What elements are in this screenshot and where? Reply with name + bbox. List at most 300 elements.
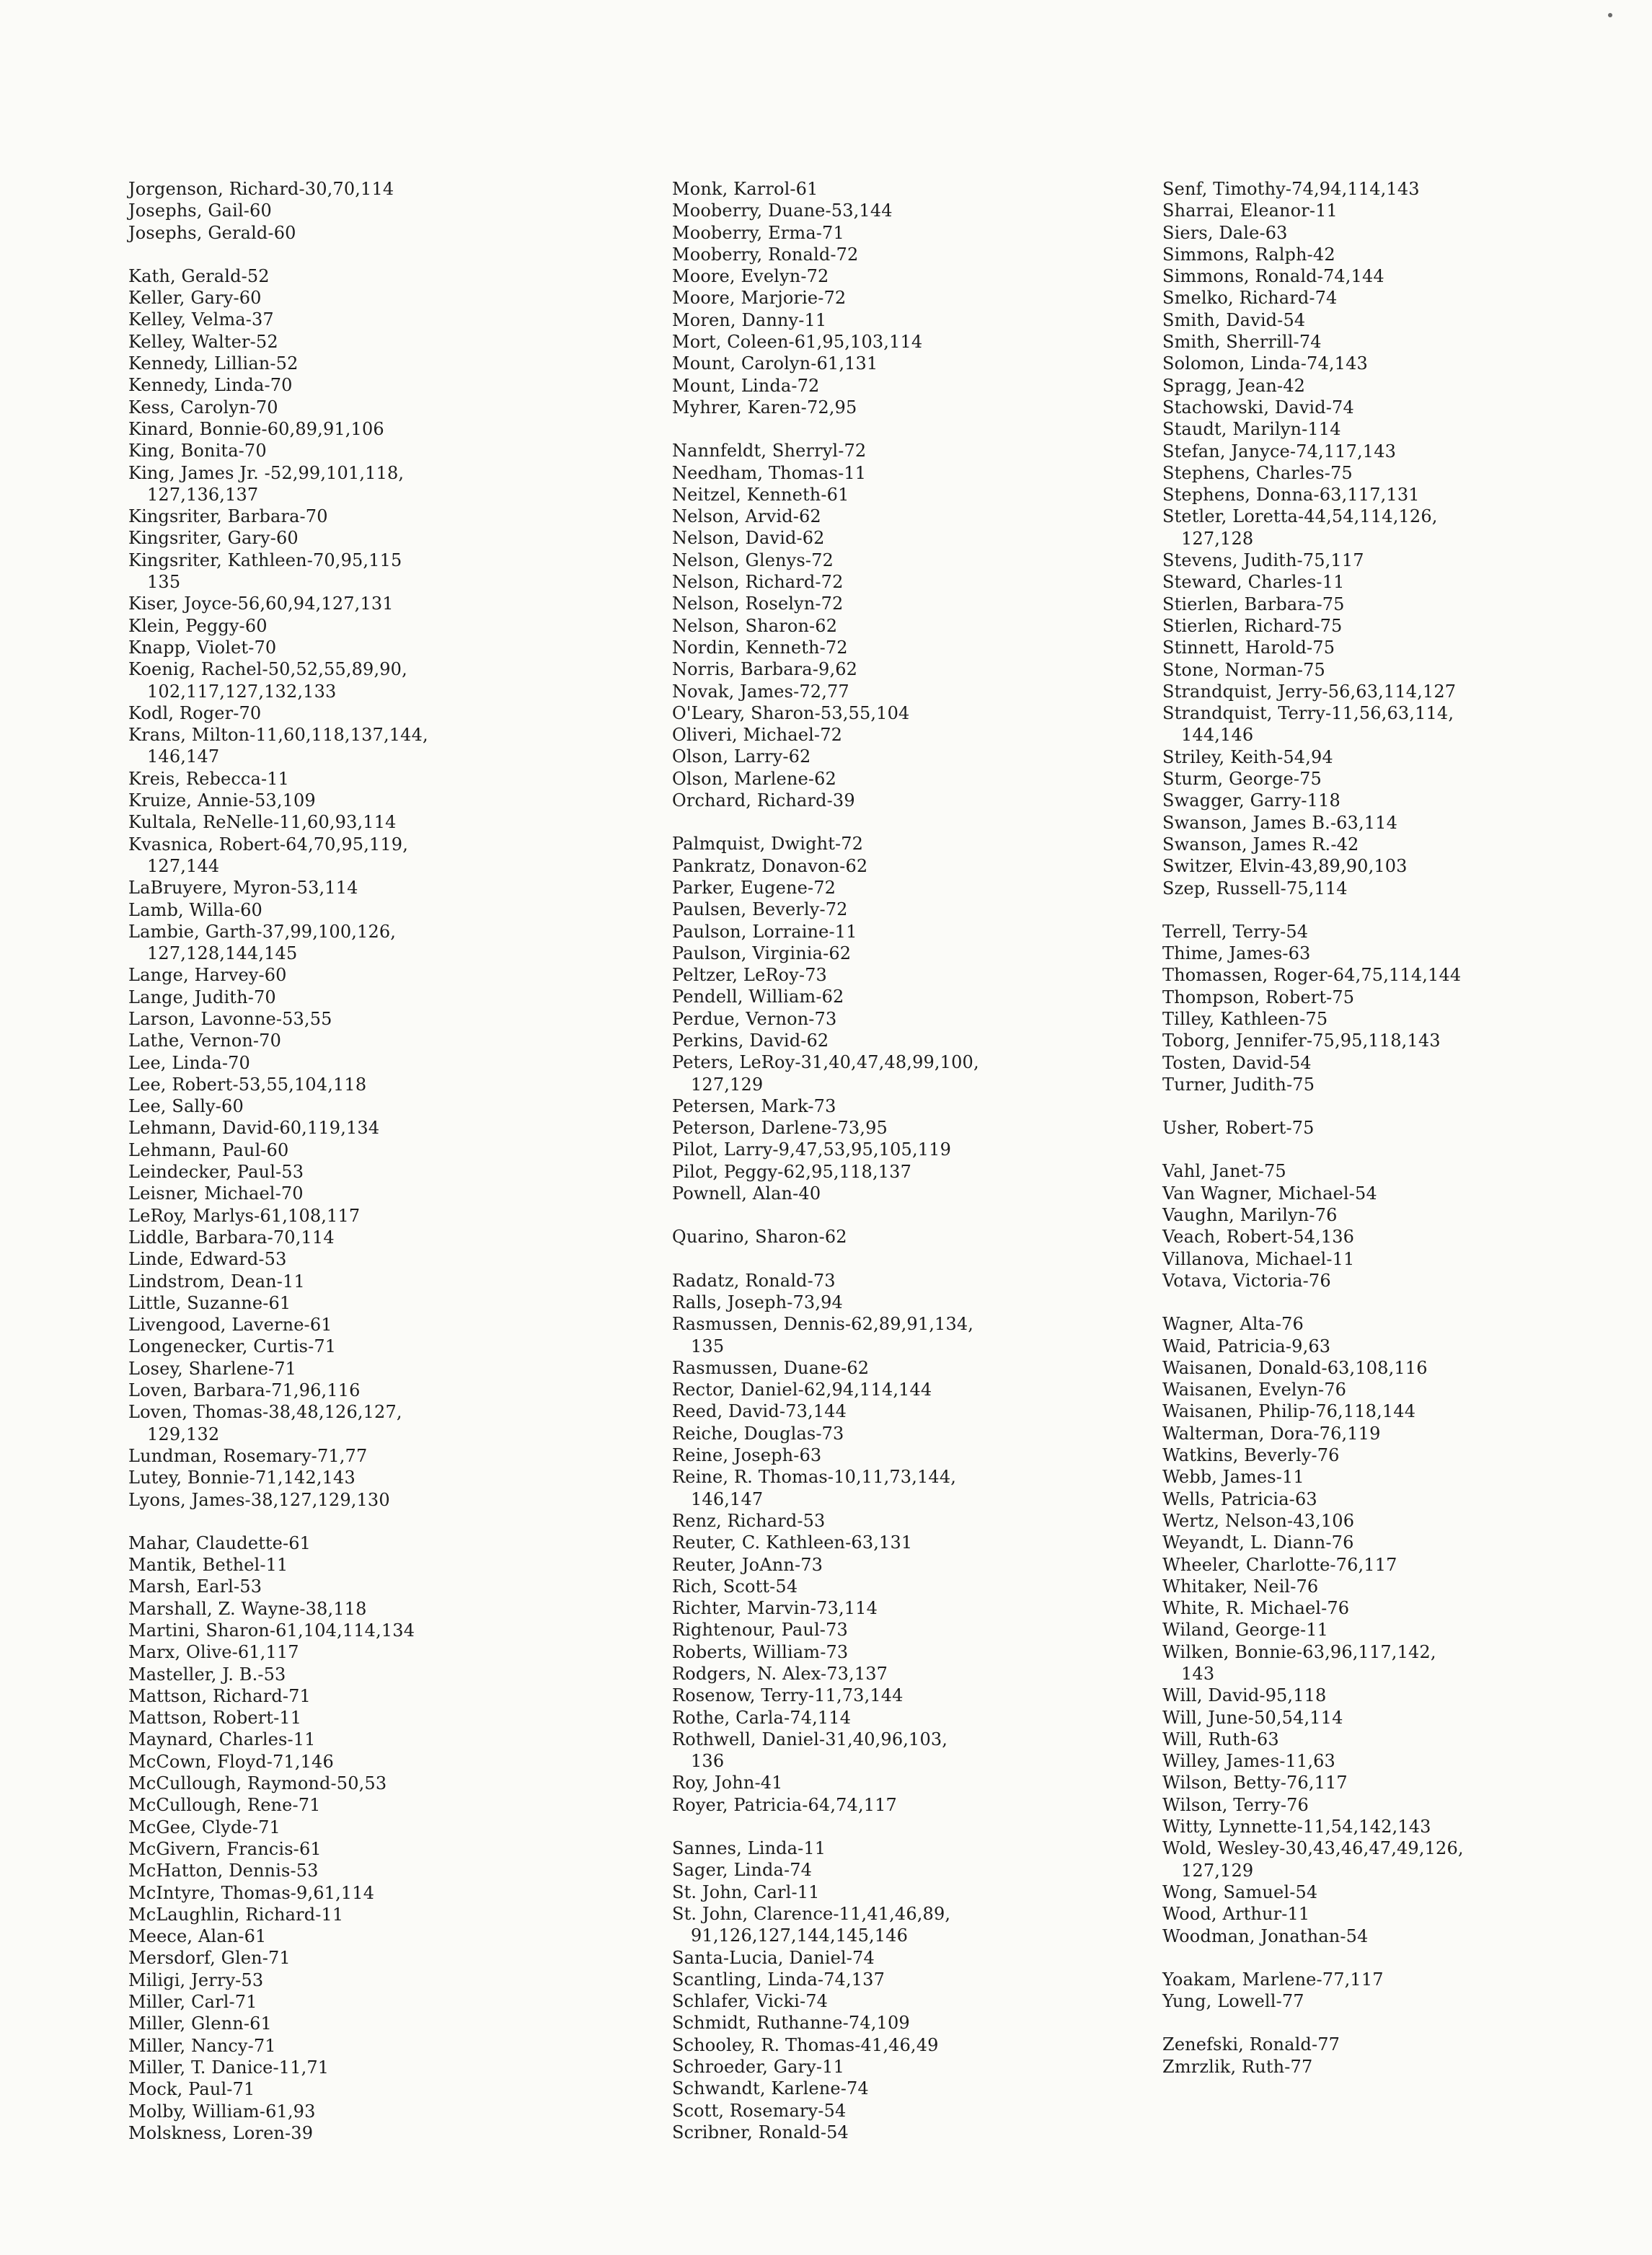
index-entry-line: Vahl, Janet-75 [1162, 1161, 1286, 1182]
index-entry-line: Willey, James-11,63 [1162, 1751, 1335, 1772]
index-entry-line: King, James Jr. -52,99,101,118, [128, 462, 405, 483]
index-entry [128, 658, 604, 702]
index-entry-line: Pankratz, Donavon-62 [672, 855, 868, 876]
index-entry [672, 287, 1148, 309]
index-entry-line: Peltzer, LeRoy-73 [672, 965, 827, 986]
index-entry-line: Waisanen, Evelyn-76 [1162, 1380, 1347, 1400]
index-entry-line: Molby, William-61,93 [128, 2101, 316, 2122]
index-entry [672, 833, 1148, 855]
index-entry [1162, 1990, 1638, 2012]
index-entry [128, 1248, 604, 1270]
index-entry-line: Wagner, Alta-76 [1162, 1314, 1304, 1335]
index-entry-line: Reuter, C. Kathleen-63,131 [672, 1532, 913, 1553]
index-entry-line: White, R. Michael-76 [1162, 1598, 1350, 1619]
index-entry [1162, 1052, 1638, 1074]
index-entry [1162, 1816, 1638, 1837]
index-entry [128, 899, 604, 921]
index-entry-line: O'Leary, Sharon-53,55,104 [672, 702, 910, 723]
index-entry-line: Nelson, Roselyn-72 [672, 593, 844, 614]
index-entry-line: Paulsen, Beverly-72 [672, 899, 848, 920]
index-entry-line: Vaughn, Marilyn-76 [1162, 1205, 1338, 1226]
index-entry-line: Van Wagner, Michael-54 [1162, 1183, 1377, 1204]
index-entry-continuation: 127,128 [1181, 528, 1254, 549]
index-entry [1162, 571, 1638, 593]
index-entry [128, 309, 604, 330]
index-entry [672, 1619, 1148, 1641]
index-entry-continuation: 102,117,127,132,133 [147, 681, 337, 702]
index-entry [1162, 1248, 1638, 1270]
index-entry-line: Perkins, David-62 [672, 1030, 829, 1051]
index-entry [672, 571, 1148, 593]
index-group [672, 1837, 1148, 2143]
index-entry-line: Woodman, Jonathan-54 [1162, 1925, 1369, 1946]
index-entry [672, 1707, 1148, 1729]
index-entry [1162, 1444, 1638, 1466]
index-entry-line: Rothwell, Daniel-31,40,96,103, [672, 1729, 948, 1749]
index-group [1162, 178, 1638, 899]
index-entry-line: McHatton, Dennis-53 [128, 1861, 319, 1881]
index-entry-line: Leindecker, Paul-53 [128, 1162, 304, 1183]
index-entry [128, 2057, 604, 2078]
index-entry [128, 1008, 604, 1030]
index-entry [672, 1859, 1148, 1881]
index-entry-line: Staudt, Marilyn-114 [1162, 419, 1341, 440]
index-entry [672, 550, 1148, 571]
index-entry [672, 1729, 1148, 1773]
index-entry [672, 1554, 1148, 1576]
index-entry [672, 899, 1148, 920]
index-entry [672, 1947, 1148, 1969]
index-entry-line: Thomassen, Roger-64,75,114,144 [1162, 965, 1462, 986]
index-entry-line: Sturm, George-75 [1162, 769, 1322, 790]
index-entry [672, 702, 1148, 724]
index-entry-line: McCullough, Raymond-50,53 [128, 1773, 387, 1794]
index-entry [1162, 921, 1638, 943]
index-entry [672, 1837, 1148, 1859]
index-entry [128, 374, 604, 396]
index-entry-line: Stachowski, David-74 [1162, 397, 1354, 418]
index-entry-line: Stefan, Janyce-74,117,143 [1162, 441, 1397, 462]
index-entry [672, 1139, 1148, 1160]
index-entry-line: Stephens, Charles-75 [1162, 462, 1353, 483]
index-entry [128, 222, 604, 244]
index-entry-line: Weyandt, L. Diann-76 [1162, 1532, 1354, 1553]
index-entry [1162, 1074, 1638, 1095]
index-entry-line: Mersdorf, Glen-71 [128, 1948, 291, 1969]
index-entry [672, 527, 1148, 549]
index-entry [1162, 878, 1638, 899]
index-entry-line: Wilson, Betty-76,117 [1162, 1773, 1348, 1793]
index-entry [1162, 484, 1638, 506]
index-entry-line: Reiche, Douglas-73 [672, 1423, 844, 1444]
index-entry-line: Kingsriter, Barbara-70 [128, 506, 328, 527]
index-entry-line: Novak, James-72,77 [672, 681, 849, 702]
index-entry-continuation: 91,126,127,144,145,146 [691, 1925, 909, 1946]
index-entry [128, 1358, 604, 1380]
index-entry-line: Nordin, Kenneth-72 [672, 637, 848, 658]
index-entry [1162, 615, 1638, 637]
index-entry-line: Marsh, Earl-53 [128, 1576, 262, 1597]
index-entry [672, 397, 1148, 418]
index-entry-line: Wiland, George-11 [1162, 1620, 1329, 1641]
index-entry [672, 1423, 1148, 1444]
index-entry-line: Klein, Peggy-60 [128, 615, 268, 636]
index-entry [672, 1881, 1148, 1903]
index-entry-line: Nelson, Glenys-72 [672, 550, 834, 570]
index-entry-line: Lange, Judith-70 [128, 987, 276, 1007]
index-entry [1162, 1226, 1638, 1248]
index-group [1162, 1969, 1638, 2013]
index-entry [672, 462, 1148, 484]
index-entry-continuation: 127,136,137 [147, 484, 259, 505]
index-entry [128, 462, 604, 506]
index-entry-line: Peterson, Darlene-73,95 [672, 1118, 888, 1139]
index-entry-line: Reine, R. Thomas-10,11,73,144, [672, 1467, 957, 1488]
index-entry [672, 746, 1148, 767]
index-entry [672, 1117, 1148, 1139]
index-entry-line: McGivern, Francis-61 [128, 1838, 322, 1859]
index-entry-line: Waisanen, Philip-76,118,144 [1162, 1401, 1416, 1422]
index-entry-line: Whitaker, Neil-76 [1162, 1576, 1319, 1597]
index-entry [1162, 834, 1638, 855]
index-group [1162, 2034, 1638, 2078]
index-entry [672, 1641, 1148, 1663]
index-entry [672, 1095, 1148, 1117]
index-entry [1162, 1183, 1638, 1204]
index-entry [672, 1161, 1148, 1183]
index-entry [128, 2013, 604, 2034]
index-entry [1162, 2034, 1638, 2055]
index-entry-line: Mahar, Claudette-61 [128, 1532, 312, 1553]
index-entry-line: Reed, David-73,144 [672, 1401, 847, 1422]
index-entry [128, 1095, 604, 1117]
index-entry-line: Loven, Barbara-71,96,116 [128, 1380, 361, 1401]
index-entry-line: Striley, Keith-54,94 [1162, 746, 1333, 767]
index-entry-line: Solomon, Linda-74,143 [1162, 353, 1368, 374]
index-entry-line: McCullough, Rene-71 [128, 1795, 321, 1816]
index-entry-line: Peters, LeRoy-31,40,47,48,99,100, [672, 1052, 979, 1073]
index-entry-line: Switzer, Elvin-43,89,90,103 [1162, 856, 1408, 877]
index-entry [1162, 768, 1638, 790]
index-entry-line: Smith, Sherrill-74 [1162, 332, 1322, 353]
index-entry-line: Lee, Robert-53,55,104,118 [128, 1074, 367, 1095]
index-entry-line: Nelson, Sharon-62 [672, 615, 838, 636]
index-entry [1162, 790, 1638, 811]
index-entry-line: Loven, Thomas-38,48,126,127, [128, 1402, 402, 1423]
index-entry-line: Santa-Lucia, Daniel-74 [672, 1947, 875, 1968]
index-entry-continuation: 136 [691, 1751, 725, 1772]
index-entry-line: Koenig, Rachel-50,52,55,89,90, [128, 659, 407, 680]
index-entry [128, 527, 604, 549]
index-entry-line: Mantik, Bethel-11 [128, 1555, 288, 1576]
index-entry [1162, 1270, 1638, 1292]
index-column-3 [1162, 178, 1638, 2099]
index-entry [1162, 637, 1638, 658]
index-entry [128, 506, 604, 527]
index-entry-line: Swanson, James R.-42 [1162, 834, 1359, 855]
index-group [128, 178, 604, 244]
index-entry [1162, 375, 1638, 397]
index-entry-line: Royer, Patricia-64,74,117 [672, 1794, 897, 1815]
index-entry-line: Masteller, J. B.-53 [128, 1664, 286, 1685]
index-entry-line: Votava, Victoria-76 [1162, 1270, 1331, 1291]
index-entry [672, 1794, 1148, 1816]
index-entry [672, 943, 1148, 964]
index-entry-line: McCown, Floyd-71,146 [128, 1751, 334, 1772]
index-entry-line: Swanson, James B.-63,114 [1162, 812, 1398, 833]
index-entry-line: Neitzel, Kenneth-61 [672, 484, 849, 505]
index-entry-line: Szep, Russell-75,114 [1162, 878, 1348, 899]
index-entry-line: Rodgers, N. Alex-73,137 [672, 1664, 888, 1684]
index-entry [672, 178, 1148, 200]
index-entry-line: Leisner, Michael-70 [128, 1183, 304, 1204]
index-entry [672, 200, 1148, 221]
index-entry [128, 200, 604, 221]
index-entry-line: St. John, Carl-11 [672, 1881, 820, 1902]
index-entry [128, 1314, 604, 1336]
index-entry [672, 1051, 1148, 1095]
index-entry-line: Olson, Larry-62 [672, 746, 811, 767]
index-entry [128, 987, 604, 1008]
index-entry-line: Palmquist, Dwight-72 [672, 834, 864, 855]
index-entry [128, 1904, 604, 1925]
index-entry-line: Longenecker, Curtis-71 [128, 1336, 337, 1357]
index-entry [1162, 1576, 1638, 1597]
index-entry-line: Rightenour, Paul-73 [672, 1620, 848, 1641]
index-entry [1162, 812, 1638, 834]
index-entry [672, 1444, 1148, 1466]
index-entry [128, 1969, 604, 1991]
index-entry-line: Rothe, Carla-74,114 [672, 1707, 852, 1728]
index-entry [128, 550, 604, 593]
index-entry [128, 1925, 604, 1947]
index-entry [1162, 1357, 1638, 1379]
index-group [1162, 1117, 1638, 1139]
index-group [1162, 921, 1638, 1095]
index-entry [1162, 309, 1638, 331]
index-entry-line: McGee, Clyde-71 [128, 1817, 281, 1837]
index-entry [1162, 987, 1638, 1008]
index-entry-line: Kruize, Annie-53,109 [128, 790, 316, 811]
index-entry [1162, 1160, 1638, 1182]
index-entry-line: Lange, Harvey-60 [128, 965, 287, 986]
index-group [672, 178, 1148, 418]
index-entry [672, 1183, 1148, 1204]
index-entry-line: Kelley, Velma-37 [128, 309, 274, 330]
index-entry-line: Zenefski, Ronald-77 [1162, 2034, 1340, 2055]
index-entry-line: Turner, Judith-75 [1162, 1074, 1315, 1095]
index-entry-line: Richter, Marvin-73,114 [672, 1598, 878, 1619]
index-entry-line: Paulson, Virginia-62 [672, 943, 852, 963]
index-entry-line: Stinnett, Harold-75 [1162, 637, 1335, 658]
index-entry [1162, 1204, 1638, 1226]
index-entry [128, 1576, 604, 1597]
index-entry-line: Smelko, Richard-74 [1162, 288, 1338, 309]
index-entry-line: Mort, Coleen-61,95,103,114 [672, 332, 923, 353]
index-entry-line: Stetler, Loretta-44,54,114,126, [1162, 506, 1438, 527]
index-entry-line: Miller, T. Danice-11,71 [128, 2057, 330, 2078]
index-entry-line: Kodl, Roger-70 [128, 702, 262, 723]
index-entry [128, 1773, 604, 1794]
index-entry-continuation: 129,132 [147, 1424, 220, 1444]
index-entry [128, 877, 604, 899]
index-entry [672, 375, 1148, 397]
index-entry-line: Wong, Samuel-54 [1162, 1881, 1318, 1902]
index-entry-line: Simmons, Ronald-74,144 [1162, 266, 1384, 287]
index-entry-line: Waisanen, Donald-63,108,116 [1162, 1357, 1428, 1378]
index-entry-line: Mooberry, Erma-71 [672, 222, 844, 243]
index-entry-line: Orchard, Richard-39 [672, 790, 855, 811]
index-entry [672, 593, 1148, 614]
index-entry-line: Kingsriter, Gary-60 [128, 528, 299, 549]
index-entry-line: Petersen, Mark-73 [672, 1095, 836, 1116]
index-entry-line: Spragg, Jean-42 [1162, 375, 1306, 396]
index-entry [1162, 1772, 1638, 1793]
index-entry [672, 724, 1148, 746]
index-entry [1162, 1400, 1638, 1422]
index-entry [128, 1751, 604, 1773]
index-entry-line: Tilley, Kathleen-75 [1162, 1008, 1328, 1029]
index-entry-line: Mooberry, Ronald-72 [672, 244, 859, 265]
index-entry [1162, 1597, 1638, 1619]
index-entry-line: Simmons, Ralph-42 [1162, 244, 1335, 265]
index-entry [128, 1598, 604, 1620]
index-entry [1162, 1554, 1638, 1576]
index-entry-line: Little, Suzanne-61 [128, 1292, 291, 1313]
index-entry [128, 1620, 604, 1641]
index-entry [128, 1380, 604, 1401]
index-entry [128, 2122, 604, 2144]
index-entry [1162, 353, 1638, 374]
index-entry [672, 2078, 1148, 2099]
index-entry-line: Mattson, Richard-71 [128, 1685, 311, 1706]
index-entry-line: Kennedy, Linda-70 [128, 375, 293, 396]
index-entry [1162, 1794, 1638, 1816]
index-entry-line: King, Bonita-70 [128, 441, 267, 462]
index-entry-line: Siers, Dale-63 [1162, 222, 1288, 243]
index-entry [128, 1074, 604, 1095]
index-entry [1162, 1008, 1638, 1030]
index-entry [128, 702, 604, 724]
index-entry [1162, 1423, 1638, 1444]
index-entry-line: Lehmann, David-60,119,134 [128, 1118, 380, 1139]
index-entry [1162, 1685, 1638, 1706]
index-entry [128, 1467, 604, 1488]
index-entry-line: Thime, James-63 [1162, 943, 1311, 964]
index-entry-line: Monk, Karrol-61 [672, 179, 818, 199]
index-entry [1162, 1750, 1638, 1772]
index-entry [672, 986, 1148, 1007]
index-entry-line: Mooberry, Duane-53,144 [672, 200, 893, 221]
index-entry-continuation: 143 [1181, 1664, 1215, 1684]
index-entry [672, 855, 1148, 877]
index-entry-line: Schwandt, Karlene-74 [672, 2078, 869, 2099]
index-entry [128, 724, 604, 768]
index-entry-line: Toborg, Jennifer-75,95,118,143 [1162, 1031, 1441, 1051]
index-entry [672, 309, 1148, 331]
index-entry-line: Senf, Timothy-74,94,114,143 [1162, 179, 1420, 199]
index-entry [128, 1947, 604, 1969]
index-entry-line: Wilken, Bonnie-63,96,117,142, [1162, 1641, 1436, 1662]
index-entry-line: LeRoy, Marlys-61,108,117 [128, 1205, 361, 1226]
index-entry [672, 506, 1148, 527]
index-entry [672, 484, 1148, 506]
index-entry [128, 1183, 604, 1204]
index-group [1162, 1160, 1638, 1292]
index-entry [1162, 1532, 1638, 1553]
index-entry [128, 397, 604, 418]
index-entry-line: Mount, Carolyn-61,131 [672, 353, 878, 374]
index-entry [1162, 1969, 1638, 1990]
index-entry [128, 768, 604, 790]
index-entry-line: Wold, Wesley-30,43,46,47,49,126, [1162, 1838, 1464, 1859]
index-entry [1162, 681, 1638, 702]
index-entry [128, 353, 604, 374]
index-entry [128, 1794, 604, 1816]
index-entry-line: Stone, Norman-75 [1162, 659, 1325, 680]
index-entry [672, 1466, 1148, 1510]
index-entry [672, 768, 1148, 790]
index-entry-line: Zmrzlik, Ruth-77 [1162, 2056, 1313, 2077]
index-entry-line: Rasmussen, Dennis-62,89,91,134, [672, 1314, 974, 1335]
index-entry [672, 1270, 1148, 1292]
index-entry-line: Schlafer, Vicki-74 [672, 1991, 829, 2012]
index-entry [1162, 441, 1638, 462]
index-entry [672, 2056, 1148, 2078]
index-entry [128, 1052, 604, 1074]
index-entry-line: Lundman, Rosemary-71,77 [128, 1445, 368, 1466]
index-entry-line: Needham, Thomas-11 [672, 462, 867, 483]
index-entry [672, 1313, 1148, 1357]
index-entry-line: Thompson, Robert-75 [1162, 987, 1355, 1007]
index-entry-line: Roy, John-41 [672, 1773, 783, 1793]
index-entry-line: Kiser, Joyce-56,60,94,127,131 [128, 593, 394, 614]
index-entry [1162, 506, 1638, 550]
index-entry-line: Swagger, Garry-118 [1162, 790, 1340, 811]
index-entry-line: Sager, Linda-74 [672, 1860, 813, 1881]
index-entry-line: Wells, Patricia-63 [1162, 1488, 1317, 1509]
index-entry-line: Martini, Sharon-61,104,114,134 [128, 1620, 415, 1641]
index-entry-line: Scribner, Ronald-54 [672, 2122, 849, 2143]
index-entry [672, 964, 1148, 986]
index-column-2 [672, 178, 1148, 2165]
index-entry-line: Miligi, Jerry-53 [128, 1969, 264, 1990]
index-entry [1162, 200, 1638, 221]
index-entry-continuation: 146,147 [691, 1488, 764, 1509]
index-entry [128, 964, 604, 986]
index-entry-line: Mock, Paul-71 [128, 2079, 255, 2100]
index-entry-line: Nelson, Richard-72 [672, 572, 844, 593]
index-entry-line: Terrell, Terry-54 [1162, 921, 1309, 942]
index-entry [672, 1030, 1148, 1051]
index-entry [128, 1664, 604, 1685]
index-entry [128, 1489, 604, 1511]
index-entry [1162, 1488, 1638, 1510]
index-entry-line: Livengood, Laverne-61 [128, 1315, 332, 1336]
index-entry-line: Wheeler, Charlotte-76,117 [1162, 1554, 1397, 1575]
index-entry [672, 1597, 1148, 1619]
index-group [672, 440, 1148, 811]
index-entry [672, 681, 1148, 702]
index-entry [672, 222, 1148, 244]
index-entry-line: Kultala, ReNelle-11,60,93,114 [128, 812, 397, 833]
index-entry-line: Knapp, Violet-70 [128, 637, 277, 658]
index-entry-line: St. John, Clarence-11,41,46,89, [672, 1903, 951, 1924]
index-entry [128, 1729, 604, 1750]
index-entry [128, 1707, 604, 1729]
index-entry-line: Wertz, Nelson-43,106 [1162, 1510, 1355, 1531]
index-entry [1162, 746, 1638, 768]
